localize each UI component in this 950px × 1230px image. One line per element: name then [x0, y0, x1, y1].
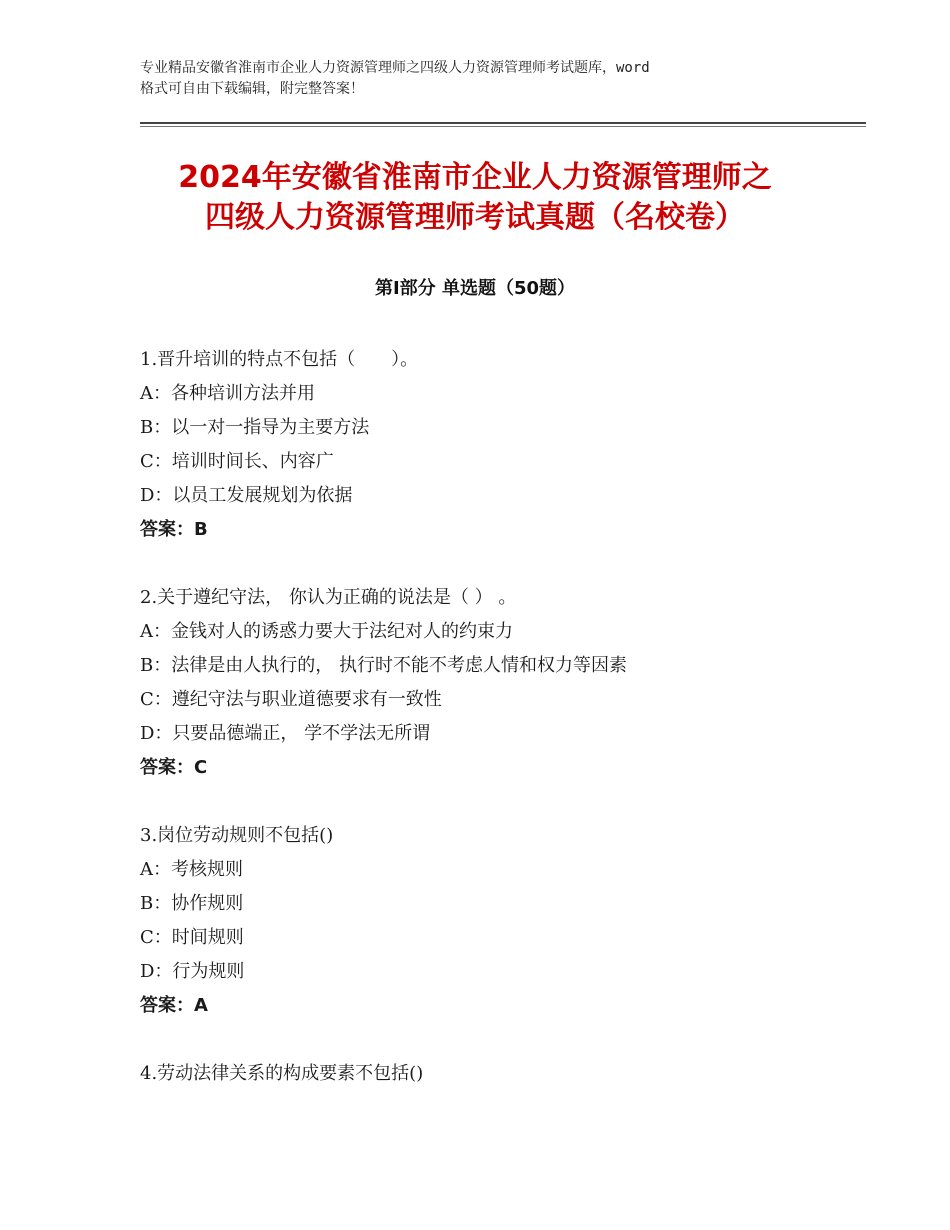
- question-stem: 4.劳动法律关系的构成要素不包括(): [140, 1063, 424, 1084]
- header-note: [140, 58, 830, 100]
- header-note-line: 专业精品安徽省淮南市企业人力资源管理师之四级人力资源管理师考试题库，word: [140, 60, 650, 76]
- question-answer: [140, 989, 860, 1023]
- document-title: [120, 158, 830, 238]
- question-option: C：时间规则: [140, 927, 244, 948]
- question-stem: 2.关于遵纪守法， 你认为正确的说法是（ ） 。: [140, 587, 517, 608]
- question-item: [140, 581, 860, 785]
- answer-label: 答案：: [140, 757, 194, 778]
- header-divider: [140, 122, 866, 124]
- question-answer: [140, 513, 860, 547]
- question-option: B：以一对一指导为主要方法: [140, 417, 370, 438]
- section-title: 第Ⅰ部分 单选题（50题）: [374, 278, 575, 299]
- answer-label: 答案：: [140, 995, 194, 1016]
- question-option: A：考核规则: [140, 859, 243, 880]
- question-item: [140, 819, 860, 1023]
- question-option: D：只要品德端正， 学不学法无所谓: [140, 723, 431, 744]
- answer-label: 答案：: [140, 519, 194, 540]
- question-option: A：金钱对人的诱惑力要大于法纪对人的约束力: [140, 621, 513, 642]
- question-option: A：各种培训方法并用: [140, 383, 315, 404]
- answer-value: A: [194, 995, 208, 1016]
- answer-value: C: [194, 757, 208, 778]
- question-option: B：协作规则: [140, 893, 244, 914]
- header-divider-thin: [140, 126, 866, 127]
- document-title-line: 2024年安徽省淮南市企业人力资源管理师之: [178, 160, 772, 195]
- question-list: [140, 343, 860, 1125]
- question-item: [140, 343, 860, 547]
- question-option: C：培训时间长、内容广: [140, 451, 334, 472]
- question-item: [140, 1057, 860, 1091]
- answer-value: B: [194, 519, 208, 540]
- header-note-line: 格式可自由下载编辑，附完整答案！: [140, 81, 364, 97]
- question-stem: 1.晋升培训的特点不包括（ ）。: [140, 349, 419, 370]
- document-title-line: 四级人力资源管理师考试真题（名校卷）: [205, 200, 745, 235]
- question-option: B：法律是由人执行的， 执行时不能不考虑人情和权力等因素: [140, 655, 627, 676]
- question-option: D：行为规则: [140, 961, 245, 982]
- question-answer: [140, 751, 860, 785]
- question-option: C：遵纪守法与职业道德要求有一致性: [140, 689, 442, 710]
- question-stem: 3.岗位劳动规则不包括(): [140, 825, 334, 846]
- question-option: D：以员工发展规划为依据: [140, 485, 353, 506]
